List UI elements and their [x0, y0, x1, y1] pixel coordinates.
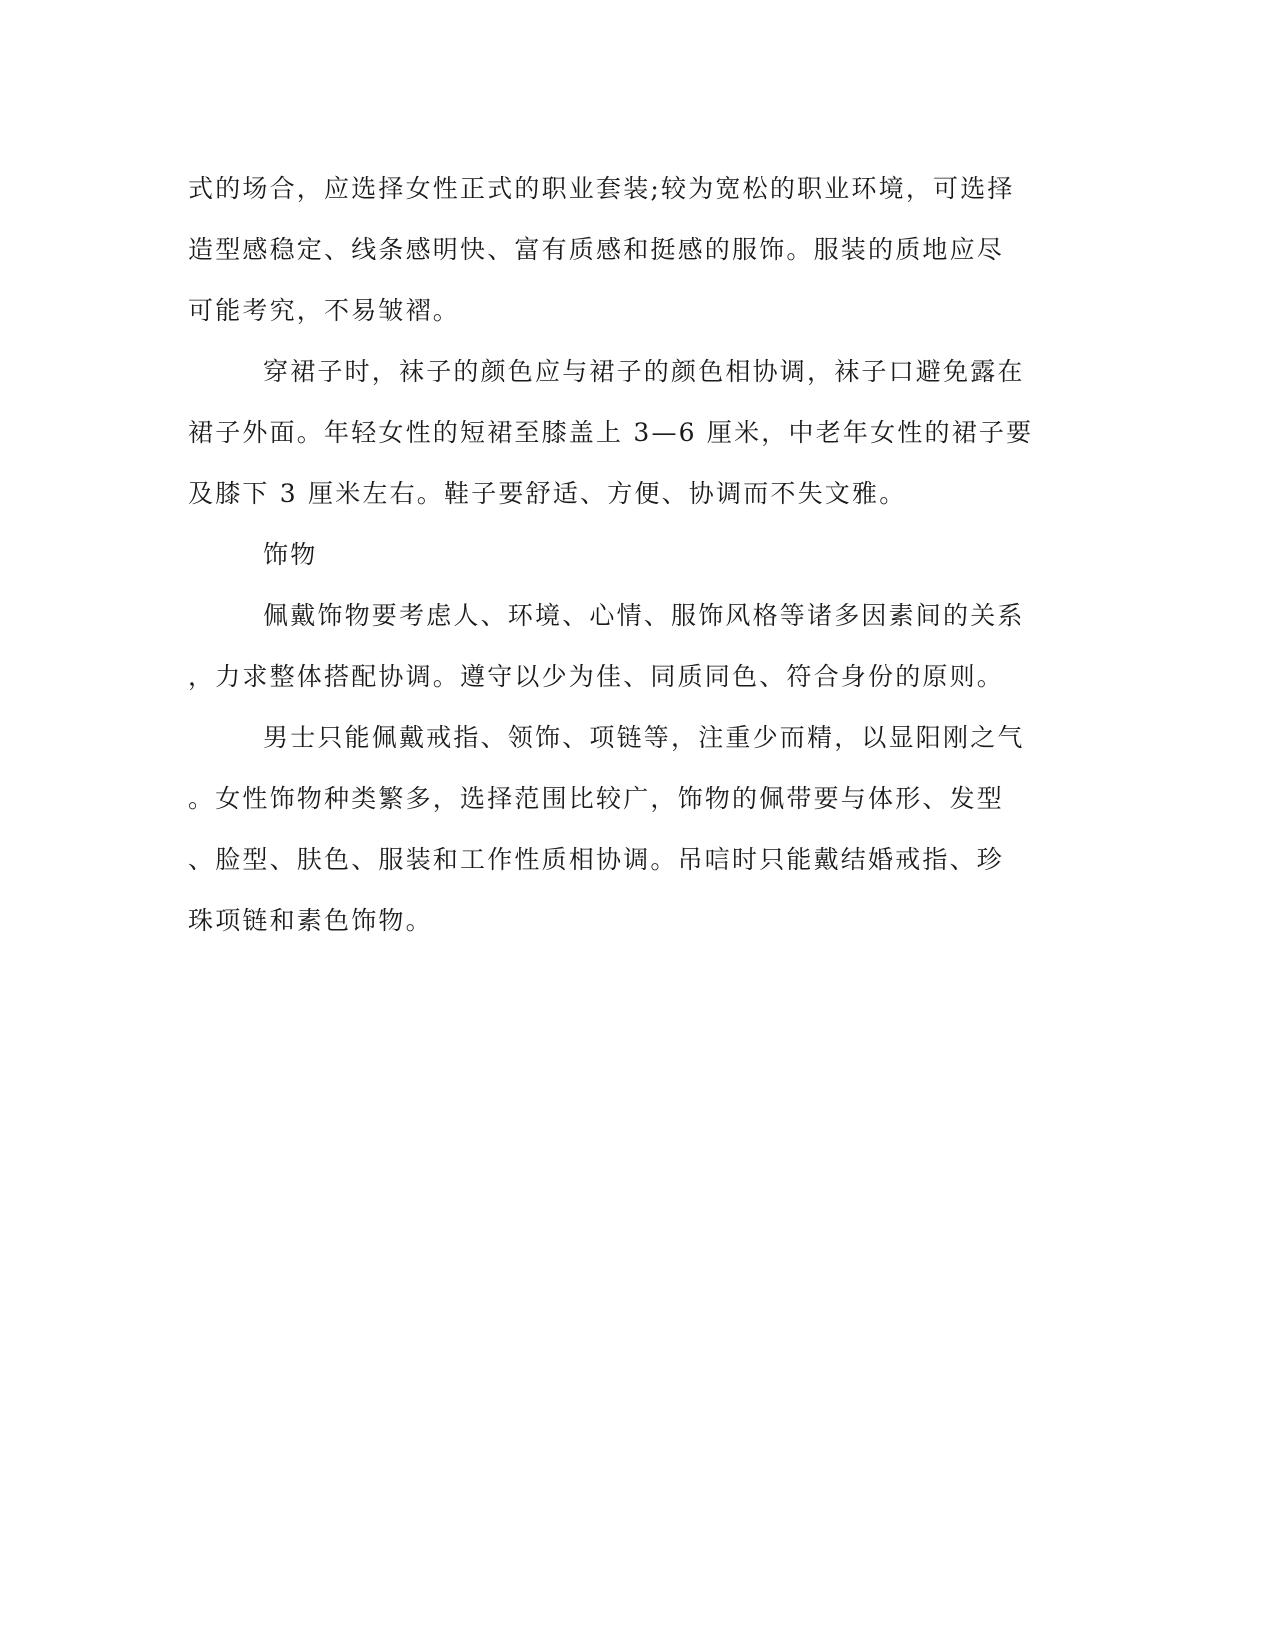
- text-line: 可能考究，不易皱褶。: [188, 296, 461, 325]
- text-line: ，力求整体搭配协调。遵守以少为佳、同质同色、符合身份的原则。: [188, 662, 1005, 691]
- text-line: 、脸型、肤色、服装和工作性质相协调。吊唁时只能戴结婚戒指、珍: [188, 845, 1005, 874]
- section-heading: 饰物: [263, 540, 318, 569]
- text-line: 珠项链和素色饰物。: [188, 906, 433, 935]
- paragraph-start-line: 男士只能佩戴戒指、领饰、项链等，注重少而精，以显阳刚之气: [263, 723, 1025, 752]
- text-line: 及膝下 3 厘米左右。鞋子要舒适、方便、协调而不失文雅。: [188, 479, 907, 508]
- document-page: [188, 158, 1081, 951]
- paragraph-start-line: 穿裙子时，袜子的颜色应与裙子的颜色相协调，袜子口避免露在: [263, 357, 1025, 386]
- text-line: 造型感稳定、线条感明快、富有质感和挺感的服饰。服装的质地应尽: [188, 235, 1005, 264]
- text-line: 。女性饰物种类繁多，选择范围比较广，饰物的佩带要与体形、发型: [188, 784, 1005, 813]
- paragraph-start-line: 佩戴饰物要考虑人、环境、心情、服饰风格等诸多因素间的关系: [263, 601, 1025, 630]
- text-line: 裙子外面。年轻女性的短裙至膝盖上 3—6 厘米，中老年女性的裙子要: [188, 418, 1034, 447]
- text-line: 式的场合，应选择女性正式的职业套装;较为宽松的职业环境，可选择: [188, 174, 1015, 203]
